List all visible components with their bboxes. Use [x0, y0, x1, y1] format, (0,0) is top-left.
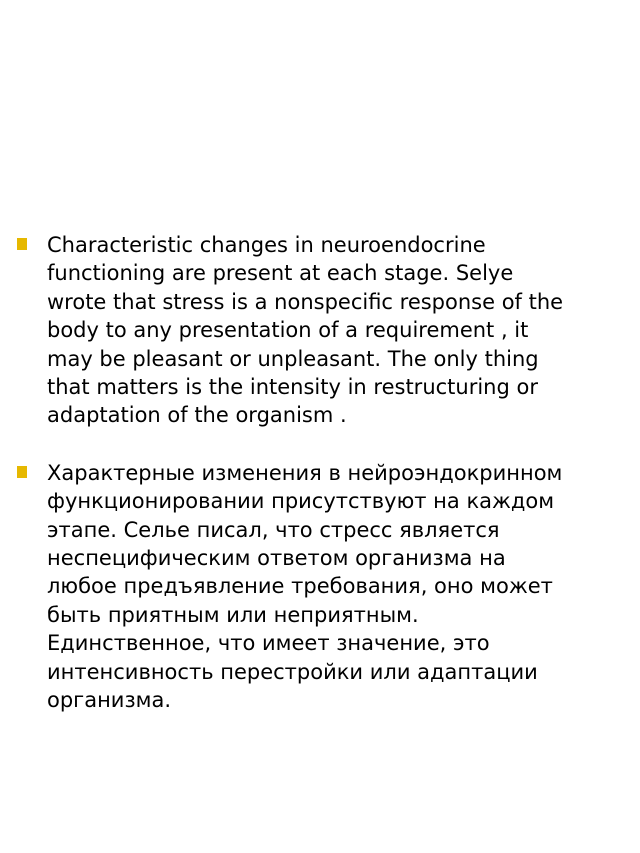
- bullet-text-english: Characteristic changes in neuroendocrine functioning are present at each stage. Selye wrote that stress is a nonspecific response of the body to any presentation of a requirement , it may be pleasant or unpleasant. The only thing that matters is the intensity in restructuring or adaptation of the organism .: [47, 233, 564, 428]
- bullet-item-english: [17, 231, 577, 430]
- bullet-list: [17, 231, 577, 715]
- bullet-item-russian: [17, 459, 577, 715]
- bullet-text-russian: Характерные изменения в нейроэндокринном функционировании присутствуют на каждом этапе. Селье писал, что стресс является неспецифическим ответом организма на любое предъявление требования, оно может быть приятным или неприятным. Единственное, что имеет значение, это интенсивность перестройки или адаптации организма.: [47, 460, 563, 713]
- square-bullet-icon: [17, 238, 27, 250]
- square-bullet-icon: [17, 466, 27, 478]
